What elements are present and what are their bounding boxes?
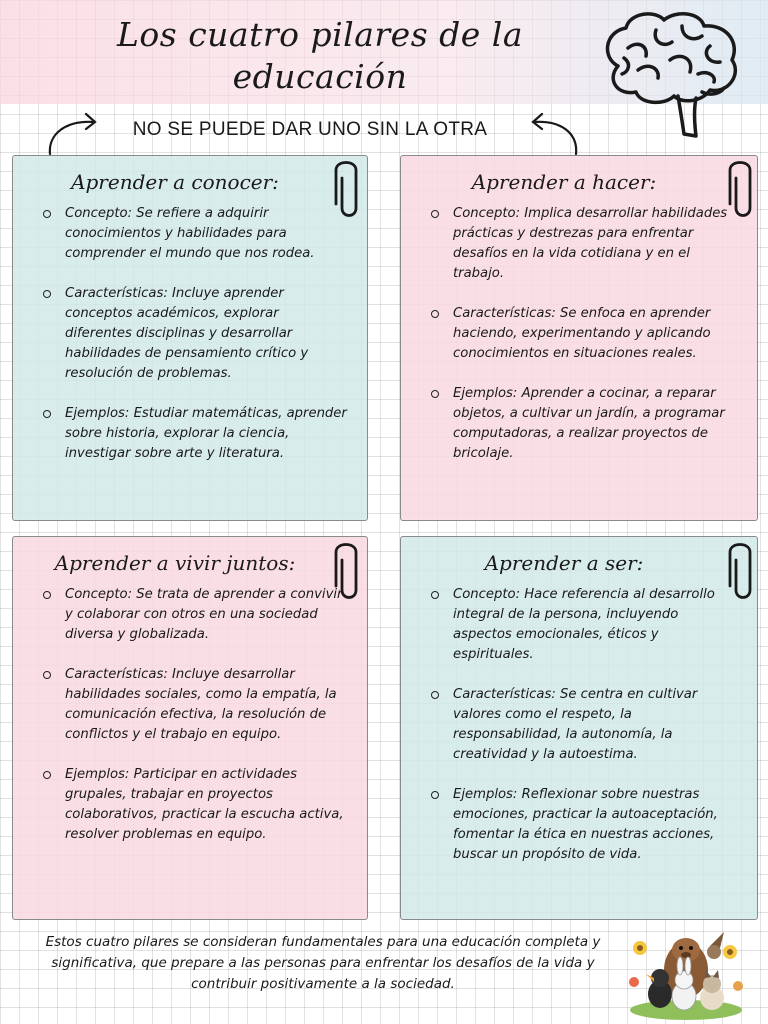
- list-item: Ejemplos: Estudiar matemáticas, aprender sobre historia, explorar la ciencia, investigar sobre arte y literatura.: [43, 404, 347, 464]
- footer-text: Estos cuatro pilares se consideran fundamentales para una educación completa y significativa, que prepare a las personas para enfrentar los desafíos de la vida y contribuir positivamente a la sociedad.: [45, 934, 601, 992]
- paperclip-icon: [330, 158, 364, 222]
- brain-icon: [598, 8, 748, 146]
- card-title: Aprender a conocer:: [71, 170, 279, 194]
- list-item: Características: Incluye aprender conceptos académicos, explorar diferentes disciplinas y desarrollar habilidades de pensamiento crítico y resolución de problemas.: [43, 284, 347, 384]
- list-item: Características: Incluye desarrollar habilidades sociales, como la empatía, la comunicación efectiva, la resolución de conflictos y el trabajo en equipo.: [43, 665, 347, 745]
- card-aprender-a-conocer: [12, 155, 368, 521]
- paperclip-icon: [724, 540, 758, 604]
- curved-arrow-icon: [44, 108, 102, 158]
- card-list: [401, 204, 757, 464]
- curved-arrow-icon: [524, 108, 584, 158]
- card-list: [401, 585, 757, 865]
- list-item: Concepto: Hace referencia al desarrollo integral de la persona, incluyendo aspectos emocionales, éticos y espirituales.: [431, 585, 737, 665]
- paperclip-icon: [330, 540, 364, 604]
- paperclip-icon: [724, 158, 758, 222]
- card-aprender-a-vivir-juntos: [12, 536, 368, 920]
- list-item: Características: Se centra en cultivar valores como el respeto, la responsabilidad, la autonomía, la creatividad y la autoestima.: [431, 685, 737, 765]
- card-title: Aprender a ser:: [484, 551, 644, 575]
- list-item: Concepto: Se refiere a adquirir conocimientos y habilidades para comprender el mundo que nos rodea.: [43, 204, 347, 264]
- list-item: Ejemplos: Aprender a cocinar, a reparar objetos, a cultivar un jardín, a programar computadoras, a realizar proyectos de bricolaje.: [431, 384, 737, 464]
- card-list: [13, 585, 367, 845]
- card-aprender-a-ser: [400, 536, 758, 920]
- card-title: Aprender a hacer:: [471, 170, 657, 194]
- animal-friends-illustration: [626, 922, 746, 1020]
- subtitle: NO SE PUEDE DAR UNO SIN LA OTRA: [132, 119, 488, 140]
- card-aprender-a-hacer: [400, 155, 758, 521]
- list-item: Concepto: Implica desarrollar habilidades prácticas y destrezas para enfrentar desafíos en la vida cotidiana y en el trabajo.: [431, 204, 737, 284]
- list-item: Características: Se enfoca en aprender haciendo, experimentando y aplicando conocimientos en situaciones reales.: [431, 304, 737, 364]
- list-item: Concepto: Se trata de aprender a convivir y colaborar con otros en una sociedad diversa y globalizada.: [43, 585, 347, 645]
- page-title: Los cuatro pilares de la educación: [116, 15, 524, 96]
- list-item: Ejemplos: Participar en actividades grupales, trabajar en proyectos colaborativos, practicar la escucha activa, resolver problemas en equipo.: [43, 765, 347, 845]
- list-item: Ejemplos: Reflexionar sobre nuestras emociones, practicar la autoaceptación, fomentar la ética en nuestras acciones, buscar un propósito de vida.: [431, 785, 737, 865]
- card-title: Aprender a vivir juntos:: [54, 551, 296, 575]
- card-list: [13, 204, 367, 464]
